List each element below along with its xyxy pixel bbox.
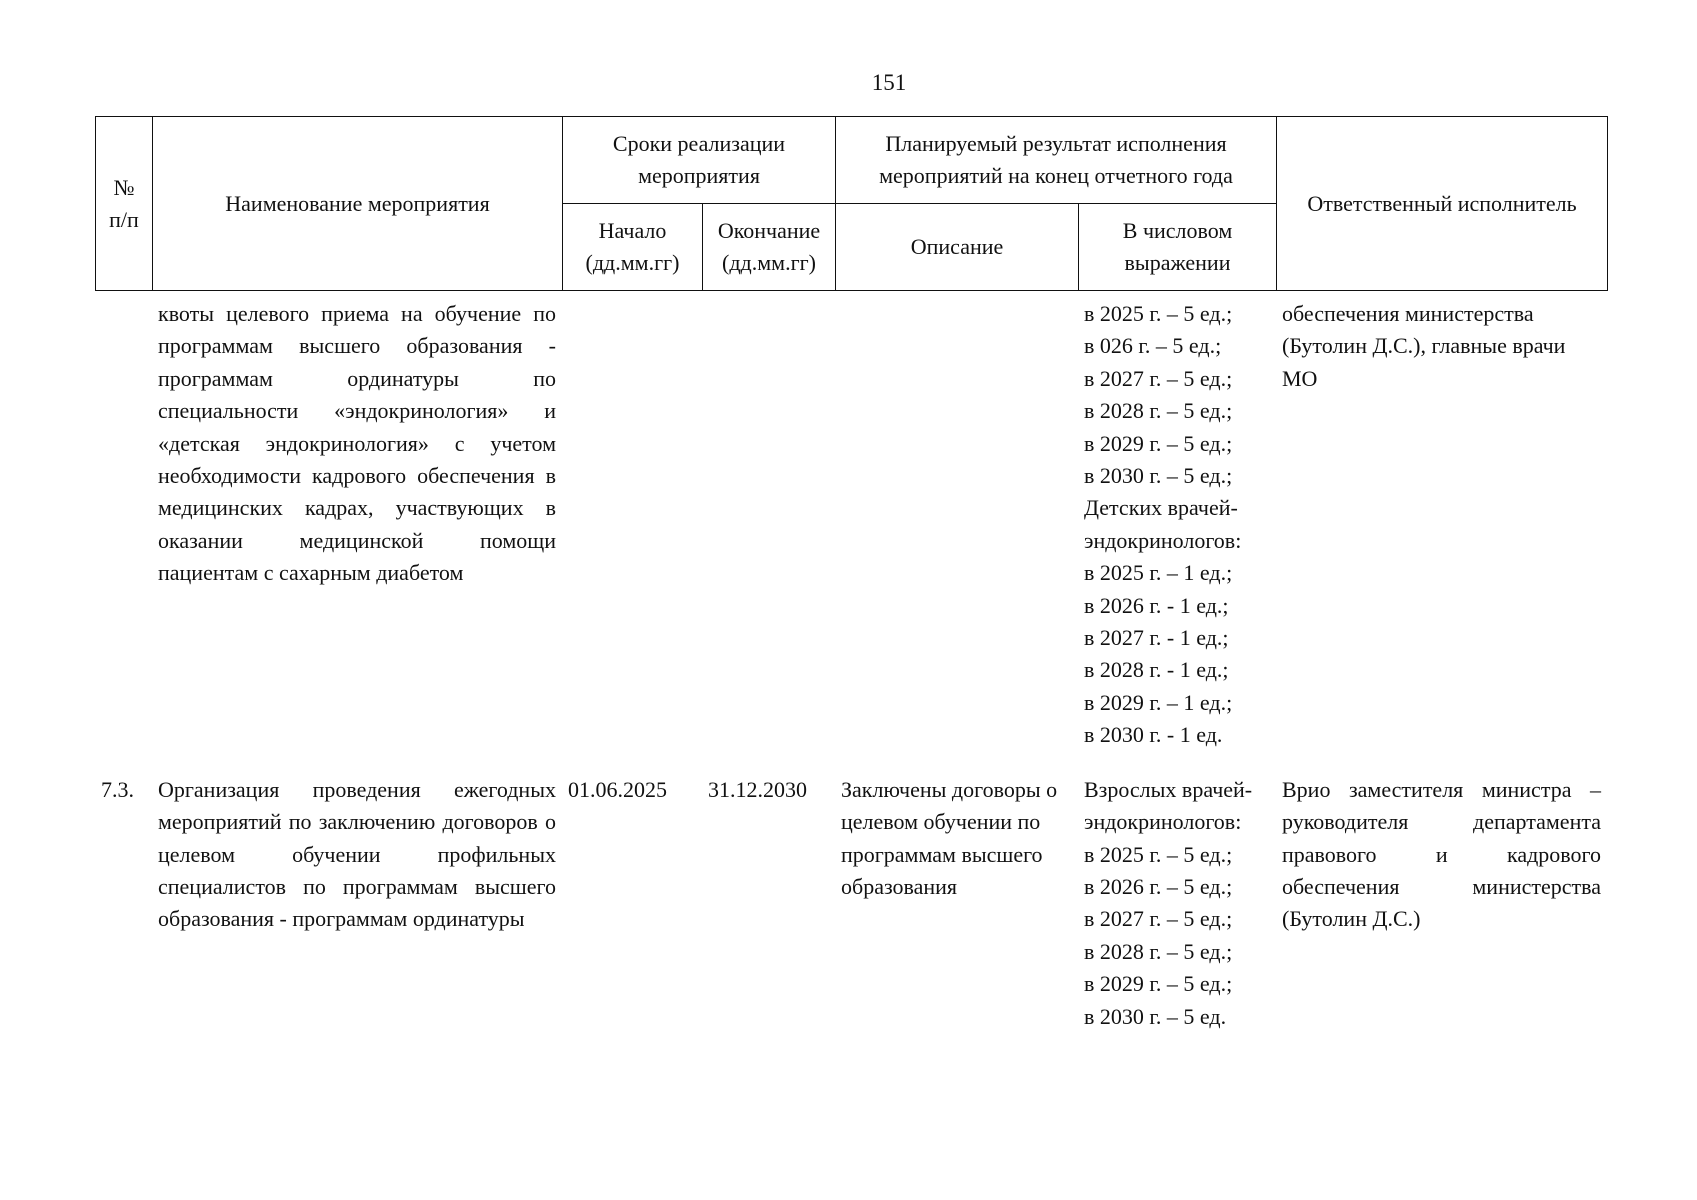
header-num: № п/п xyxy=(96,117,153,291)
row-responsible: Врио заместителя министра – руководителя департамента правового и кадрового обеспечения министерства (Бутолин Д.С.) xyxy=(1282,776,1601,932)
row-numeric: Взрослых врачей-эндокринологов: в 2025 г. – 5 ед.; в 2026 г. – 5 ед.; в 2027 г. – 5 ед.; в 2028 г. – 5 ед.; в 2029 г. – 5 ед.; в 2030 г. – 5 ед. xyxy=(1084,776,1253,1029)
row-end xyxy=(702,298,835,752)
table-row xyxy=(95,774,1607,1033)
header-end: Окончание (дд.мм.гг) xyxy=(703,204,836,291)
table-header xyxy=(95,116,1608,291)
row-start xyxy=(562,298,702,752)
row-end: 31.12.2030 xyxy=(708,776,807,802)
header-terms: Сроки реализации мероприятия xyxy=(563,117,836,204)
row-num xyxy=(95,298,152,752)
header-result: Планируемый результат исполнения мероприятий на конец отчетного года xyxy=(836,117,1277,204)
row-numeric: в 2025 г. – 5 ед.; в 026 г. – 5 ед.; в 2027 г. – 5 ед.; в 2028 г. – 5 ед.; в 2029 г. – 5 ед.; в 2030 г. – 5 ед.; Детских врачей-эндокринологов: в 2025 г. – 1 ед.; в 2026 г. - 1 ед.; в 2027 г. - 1 ед.; в 2028 г. - 1 ед.; в 2029 г. – 1 ед.; в 2030 г. - 1 ед. xyxy=(1084,301,1242,748)
row-description: Заключены договоры о целевом обучении по программам высшего образования xyxy=(841,776,1058,899)
header-numeric: В числовом выражении xyxy=(1079,204,1277,291)
row-name: квоты целевого приема на обучение по программам высшего образования - программам ординатуры по специальности «эндокринология» и «детская эндокринология» с учетом необходимости кадрового обеспечения в медицинских кадрах, участвующих в оказании медицинской помощи пациентам с сахарным диабетом xyxy=(158,301,556,586)
page-number: 151 xyxy=(871,70,907,95)
row-name: Организация проведения ежегодных мероприятий по заключению договоров о целевом обучении профильных специалистов по программам высшего образования - программам ординатуры xyxy=(158,776,556,932)
table-row xyxy=(95,298,1607,752)
header-description: Описание xyxy=(836,204,1079,291)
header-responsible: Ответственный исполнитель xyxy=(1277,117,1608,291)
header-name: Наименование мероприятия xyxy=(153,117,563,291)
row-start: 01.06.2025 xyxy=(568,776,667,802)
row-num: 7.3. xyxy=(101,776,134,802)
header-start: Начало (дд.мм.гг) xyxy=(563,204,703,291)
row-responsible: обеспечения министерства (Бутолин Д.С.), главные врачи МО xyxy=(1282,301,1566,391)
row-description xyxy=(835,298,1078,752)
table-body xyxy=(95,298,1607,1033)
